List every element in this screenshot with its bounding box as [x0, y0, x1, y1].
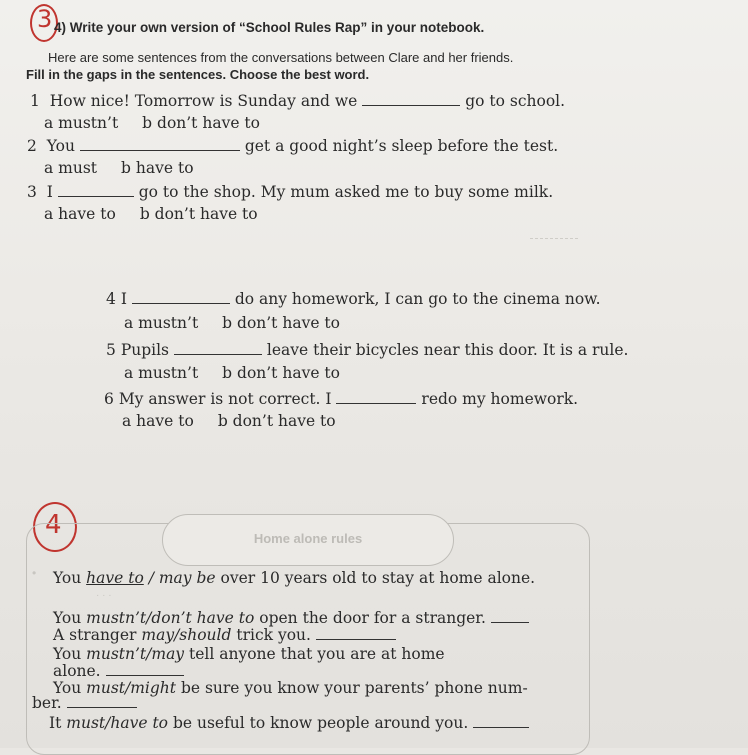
options-4: a mustn’t b don’t have to [124, 314, 340, 332]
faint-mark [530, 238, 578, 240]
rule-4-cont: alone. [53, 662, 184, 680]
blank-6[interactable] [336, 391, 416, 404]
sentence-6: 6 My answer is not correct. I redo my homework. [104, 390, 579, 408]
blank-4[interactable] [132, 291, 230, 304]
rule-4-blank[interactable] [106, 663, 184, 676]
rule-4: You mustn’t/may tell anyone that you are at home [53, 645, 445, 663]
blank-1[interactable] [362, 93, 460, 106]
blank-3[interactable] [58, 184, 134, 197]
blank-2[interactable] [80, 138, 240, 151]
options-1: a mustn’t b don’t have to [44, 114, 260, 132]
task3-handwritten-number: 3 [37, 5, 53, 33]
rule-6: It must/have to be useful to know people around you. [49, 714, 529, 732]
task3-instruction-2: Fill in the gaps in the sentences. Choose the best word. [26, 67, 370, 82]
task3-instruction: Here are some sentences from the conversations between Clare and her friends. [48, 50, 514, 65]
rule-6-blank[interactable] [473, 715, 529, 728]
sentence-2: 2 You get a good night’s sleep before the test. [27, 137, 559, 155]
rule-3: A stranger may/should trick you. [53, 626, 396, 644]
options-3: a have to b don’t have to [44, 205, 258, 223]
options-2: a must b have to [44, 159, 194, 177]
rule-2-blank[interactable] [491, 610, 529, 623]
options-6: a have to b don’t have to [122, 412, 336, 430]
rule-1: You have to / may be over 10 years old to stay at home alone. [53, 569, 536, 587]
home-alone-title-tab [162, 514, 454, 566]
line-tick: • [32, 566, 37, 580]
sentence-5: 5 Pupils leave their bicycles near this door. It is a rule. [106, 341, 629, 359]
rule-5-cont: ber. [32, 694, 137, 712]
sentence-3: 3 I go to the shop. My mum asked me to buy some milk. [27, 183, 554, 201]
rule-5: You must/might be sure you know your parents’ phone num- [53, 679, 528, 697]
blank-5[interactable] [174, 342, 262, 355]
sentence-1: 1 How nice! Tomorrow is Sunday and we go to school. [30, 92, 566, 110]
rule-3-blank[interactable] [316, 627, 396, 640]
sentence-4: 4 I do any homework, I can go to the cinema now. [106, 290, 601, 308]
rule-5-blank[interactable] [67, 695, 137, 708]
task4-handwritten-number: 4 [45, 510, 62, 540]
rule-2: You mustn’t/don’t have to open the door for a stranger. [53, 609, 529, 627]
home-alone-title: Home alone rules [253, 531, 363, 546]
options-5: a mustn’t b don’t have to [124, 364, 340, 382]
task3-heading: 4) Write your own version of “School Rules Rap” in your notebook. [54, 20, 485, 35]
pencil-scribble: · · · [96, 590, 112, 601]
